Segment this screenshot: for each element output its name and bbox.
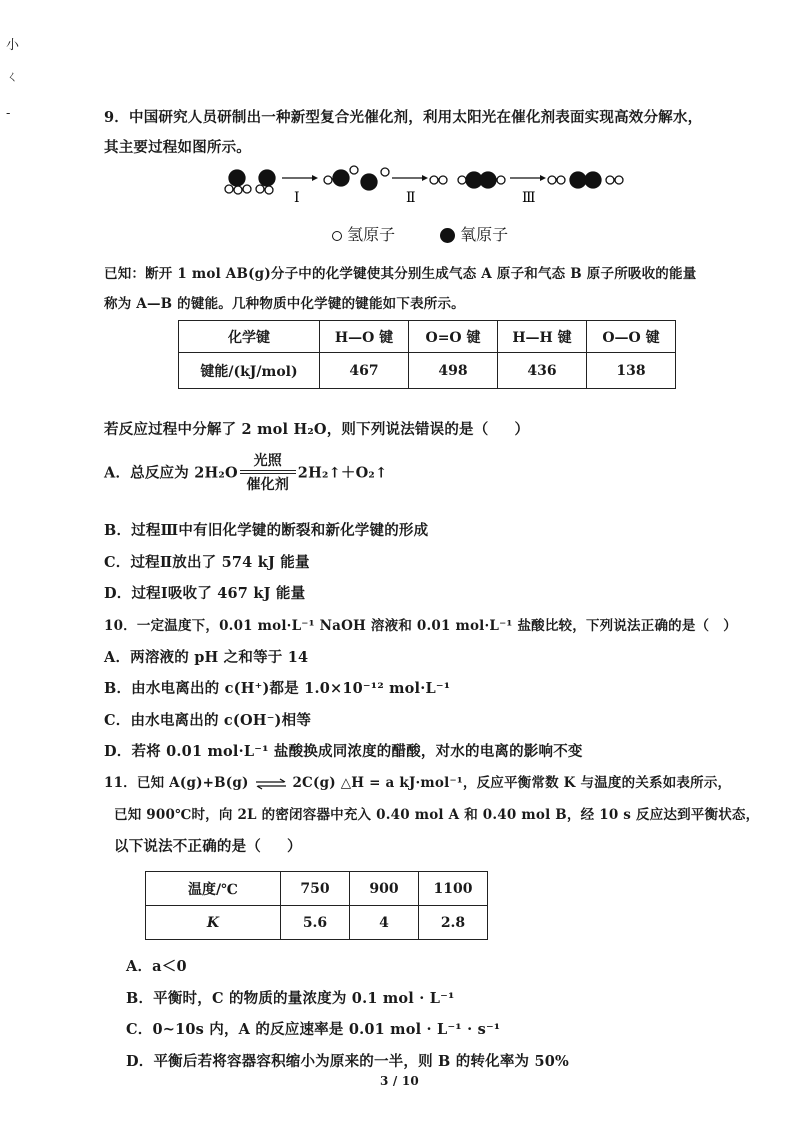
condition-light: 光照 <box>253 453 282 469</box>
q10-option-d: D．若将 0.01 mol·L⁻¹ 盐酸换成同浓度的醋酸，对水的电离的影响不变 <box>104 743 583 760</box>
oxygen-atom-icon <box>440 228 455 243</box>
legend-oxygen-label: 氧原子 <box>460 225 509 244</box>
arrow-step-2 <box>392 175 428 206</box>
legend-oxygen <box>440 222 508 245</box>
q11-stem-line3 <box>114 835 302 856</box>
page-number: 3 / 10 <box>380 1074 419 1088</box>
table-cell: 138 <box>587 353 676 389</box>
water-molecule-group <box>225 170 275 194</box>
bond-energy-table <box>178 320 676 389</box>
q9-question-paren: ） <box>514 421 530 438</box>
product-group <box>548 172 623 188</box>
q11-option-b: B．平衡时，C 的物质的量浓度为 0.1 mol · L⁻¹ <box>126 990 455 1007</box>
step-label: Ⅰ <box>294 190 300 206</box>
table-cell: 900 <box>350 872 419 906</box>
table-cell: 750 <box>281 872 350 906</box>
q9-stem-line2: 其主要过程如图所示。 <box>104 139 251 156</box>
q11-stem-line2: 已知 900℃时，向 2L 的密闭容器中充入 0.40 mol A 和 0.40 mol B，经 10 s 反应达到平衡状态， <box>114 807 760 823</box>
option-a-prefix: A．总反应为 2H₂O <box>104 464 238 482</box>
equilibrium-constant-table <box>145 871 488 940</box>
margin-mark: 小 <box>6 38 20 53</box>
q10-stem-text: 10．一定温度下，0.01 mol·L⁻¹ NaOH 溶液和 0.01 mol·L⁻¹ 盐酸比较，下列说法正确的是（ <box>104 618 710 634</box>
table-row-label: 键能/(kJ/mol) <box>179 353 320 389</box>
q11-stem-text: 以下说法不正确的是（ <box>114 838 261 855</box>
q9-known-line2: 称为 A—B 的键能。几种物质中化学键的键能如下表所示。 <box>104 296 465 312</box>
q9-option-c: C．过程Ⅱ放出了 574 kJ 能量 <box>104 554 310 571</box>
table-cell: 436 <box>498 353 587 389</box>
legend-hydrogen <box>332 222 395 245</box>
table-row-label: 温度/℃ <box>146 872 281 906</box>
q9-question <box>104 418 529 439</box>
q9-option-d: D．过程Ⅰ吸收了 467 kJ 能量 <box>104 585 306 602</box>
hydrogen-atom-icon <box>332 231 342 241</box>
table-header: H—O 键 <box>320 321 409 353</box>
table-row-label: K <box>146 906 281 940</box>
q11-option-a: A．a＜0 <box>126 958 187 975</box>
legend-hydrogen-label: 氢原子 <box>347 225 396 244</box>
q11-stem-line1 <box>104 771 731 791</box>
q11-stem-prefix: 11．已知 A(g)+B(g) <box>104 775 249 791</box>
arrow-step-3 <box>510 175 546 206</box>
table-cell: 467 <box>320 353 409 389</box>
margin-mark: - <box>6 106 11 121</box>
q10-option-a: A．两溶液的 pH 之和等于 14 <box>104 649 309 666</box>
table-cell: 2.8 <box>419 906 488 940</box>
q11-stem-paren: ） <box>287 838 302 855</box>
table-header: O=O 键 <box>409 321 498 353</box>
q9-known-line1: 已知：断开 1 mol AB(g)分子中的化学键使其分别生成气态 A 原子和气态 B 原子所吸收的能量 <box>104 266 697 282</box>
q10-stem-paren: ） <box>723 618 737 634</box>
arrow-step-1 <box>282 175 318 206</box>
step-label: Ⅱ <box>406 190 416 206</box>
q10-option-c: C．由水电离出的 c(OH⁻)相等 <box>104 712 312 729</box>
table-cell: 5.6 <box>281 906 350 940</box>
intermediate-group-1 <box>324 166 389 190</box>
q11-option-d: D．平衡后若将容器容积缩小为原来的一半，则 B 的转化率为 50% <box>126 1053 570 1070</box>
q10-stem <box>104 614 737 634</box>
q10-option-b: B．由水电离出的 c(H⁺)都是 1.0×10⁻¹² mol·L⁻¹ <box>104 680 451 697</box>
equilibrium-arrow-icon <box>254 778 288 790</box>
water-splitting-diagram <box>220 160 640 210</box>
intermediate-group-2 <box>430 172 505 188</box>
table-header: O—O 键 <box>587 321 676 353</box>
option-a-suffix: 2H₂↑＋O₂↑ <box>297 464 388 482</box>
table-header: 化学键 <box>179 321 320 353</box>
q9-question-text: 若反应过程中分解了 2 mol H₂O，则下列说法错误的是（ <box>104 421 489 438</box>
table-header: H—H 键 <box>498 321 587 353</box>
step-label: Ⅲ <box>522 190 536 206</box>
reaction-condition-arrow <box>238 450 298 494</box>
q11-stem-suffix: 2C(g) △H = a kJ·mol⁻¹，反应平衡常数 K 与温度的关系如表所示， <box>292 775 732 791</box>
table-cell: 4 <box>350 906 419 940</box>
table-cell: 1100 <box>419 872 488 906</box>
q9-stem-line1: 9．中国研究人员研制出一种新型复合光催化剂，利用太阳光在催化剂表面实现高效分解水， <box>104 109 703 126</box>
margin-mark: ㄑ <box>6 70 20 85</box>
q9-option-a <box>104 450 387 500</box>
q9-option-b: B．过程Ⅲ中有旧化学键的断裂和新化学键的形成 <box>104 522 429 539</box>
q11-option-c: C．0~10s 内，A 的反应速率是 0.01 mol · L⁻¹ · s⁻¹ <box>126 1021 501 1038</box>
table-cell: 498 <box>409 353 498 389</box>
condition-catalyst: 催化剂 <box>246 477 290 493</box>
